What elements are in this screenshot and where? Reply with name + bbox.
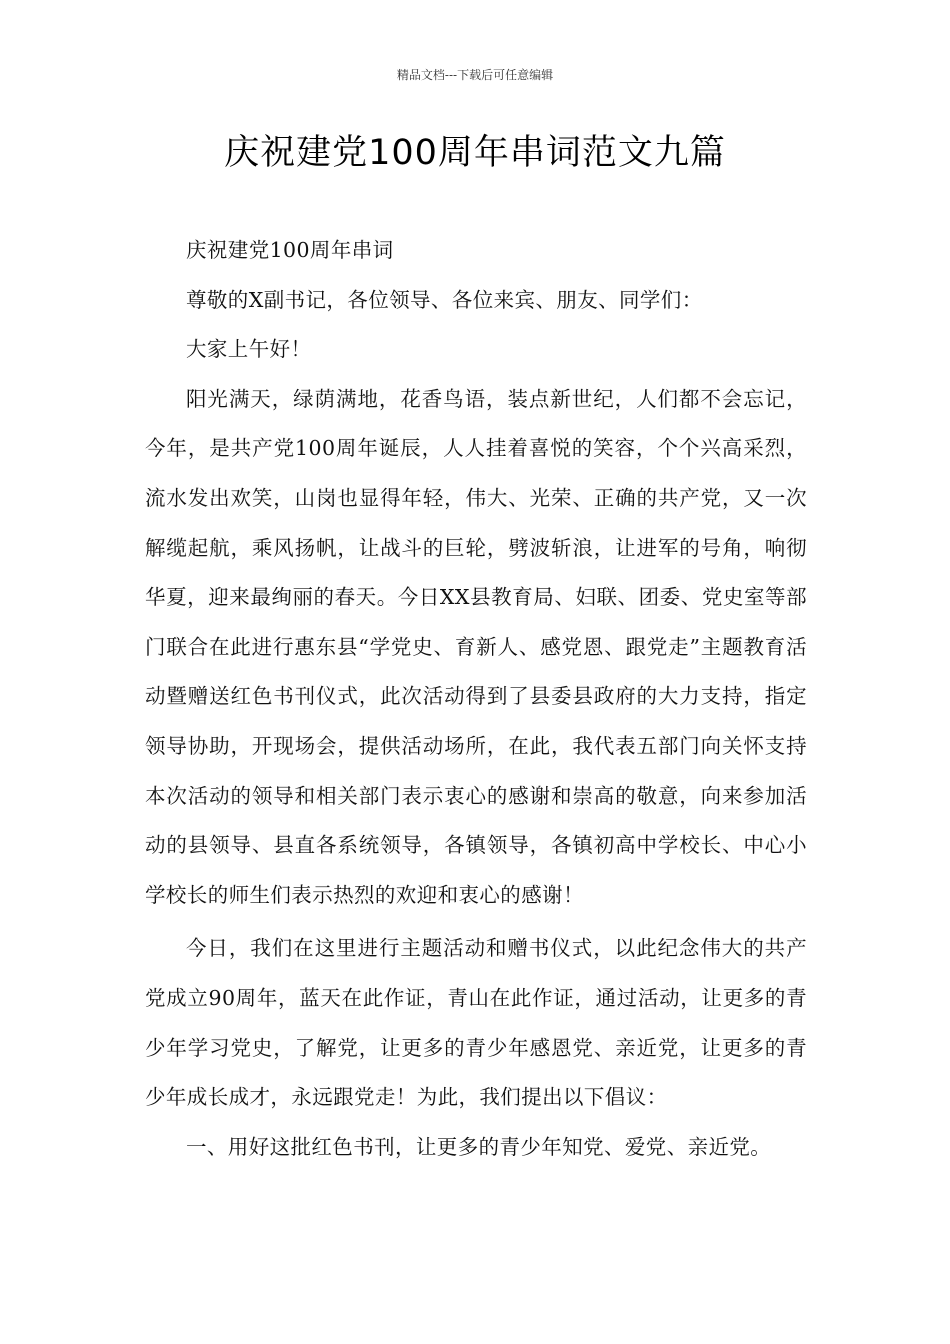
salutation-paragraph: 尊敬的X副书记，各位领导、各位来宾、朋友、同学们：: [186, 287, 703, 312]
subtitle-paragraph: 庆祝建党100周年串词: [186, 238, 394, 262]
proposal-item-1: 一、用好这批红色书刊，让更多的青少年知党、爱党、亲近党。: [186, 1134, 772, 1159]
document-body: [145, 226, 807, 1172]
header-note: 精品文档---下载后可任意编辑: [396, 68, 554, 82]
document-title: 庆祝建党100周年串词范文九篇: [224, 133, 726, 173]
body-paragraph-2: 今日，我们在这里进行主题活动和赠书仪式，以此纪念伟大的共产党成立90周年，蓝天在此作证，青山在此作证，通过活动，让更多的青少年学习党史，了解党，让更多的青少年感恩党、亲近党，让更多的青少年成长成才，永远跟党走！为此，我们提出以下倡议：: [145, 936, 807, 1110]
body-paragraph-1: 阳光满天，绿荫满地，花香鸟语，装点新世纪，人们都不会忘记，今年，是共产党100周年诞辰，人人挂着喜悦的笑容，个个兴高采烈，流水发出欢笑，山岗也显得年轻，伟大、光荣、正确的共产党，又一次解缆起航，乘风扬帆，让战斗的巨轮，劈波斩浪，让进军的号角，响彻华夏，迎来最绚丽的春天。今日XX县教育局、妇联、团委、党史室等部门联合在此进行惠东县“学党史、育新人、感党恩、跟党走”主题教育活动暨赠送红色书刊仪式，此次活动得到了县委县政府的大力支持，指定领导协助，开现场会，提供活动场所，在此，我代表五部门向关怀支持本次活动的领导和相关部门表示衷心的感谢和崇高的敬意，向来参加活动的县领导、县直各系统领导，各镇领导，各镇初高中学校长、中心小学校长的师生们表示热烈的欢迎和衷心的感谢！: [145, 386, 807, 907]
greeting-paragraph: 大家上午好！: [186, 337, 312, 362]
